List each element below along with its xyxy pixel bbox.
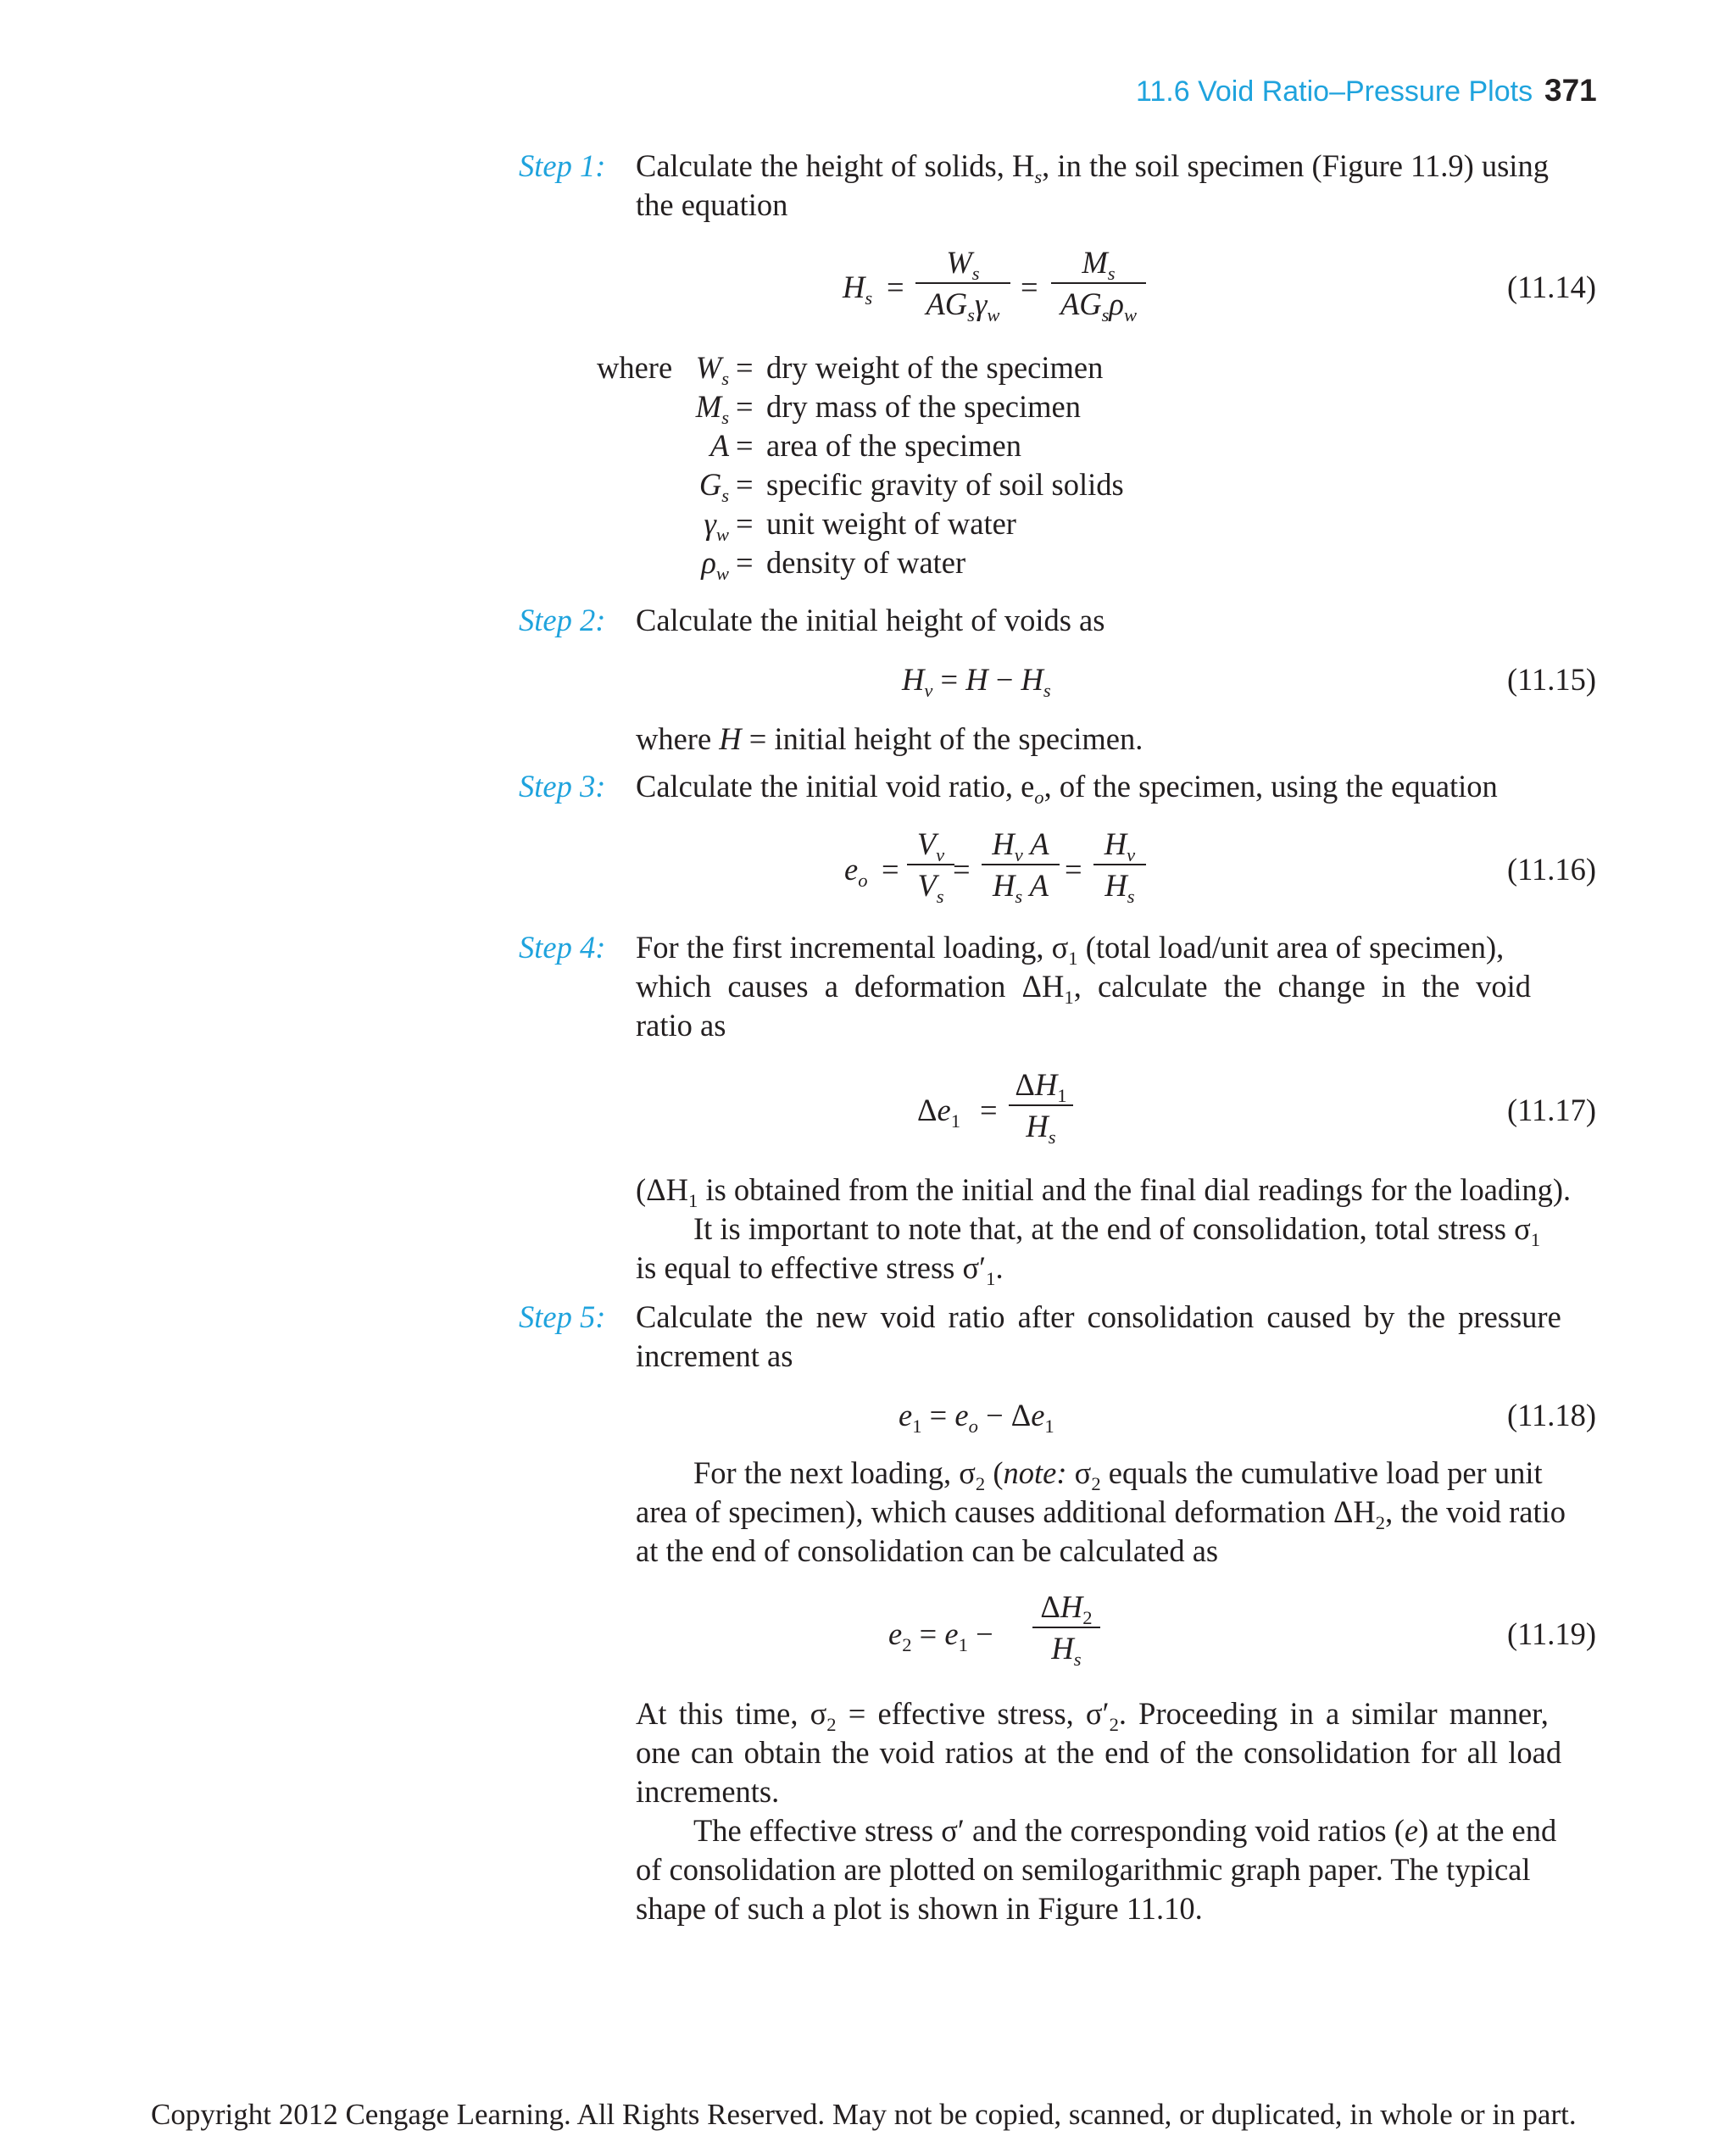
fraction-hv-over-hs: $\frac{H_v}{H_s}$ xyxy=(1093,824,1146,906)
at-this-time-line-3: increments. xyxy=(636,1774,780,1809)
step-1-label: Step 1: xyxy=(519,148,606,183)
step-5-line-2: increment as xyxy=(636,1338,793,1373)
equation-number-11-19: (11.19) xyxy=(1507,1616,1597,1651)
step-4-line-2: which causes a deformation $\Delta H_1$, calculate the change in the void xyxy=(636,969,1532,1008)
note-dh1-line-3: is equal to effective stress $\sigma'_1$. xyxy=(636,1250,1004,1289)
final-para-line-3: shape of such a plot is shown in Figure 11.10. xyxy=(636,1891,1203,1926)
page-number: 371 xyxy=(1544,73,1597,108)
fraction-dh2-over-hs: $\frac{\Delta H_2}{H_s}$ xyxy=(1032,1587,1100,1669)
at-this-time-line-1: At this time, $\sigma_2$ = effective stress, $\sigma'_2$. Proceeding in a similar manner, xyxy=(636,1696,1549,1735)
step-5-line-1: Calculate the new void ratio after consolidation caused by the pressure xyxy=(636,1299,1561,1334)
final-para-line-1: The effective stress σ′ and the corresponding void ratios (e) at the end xyxy=(693,1813,1557,1848)
step-5-label: Step 5: xyxy=(519,1299,606,1334)
fraction-ws-over-agsgw: $W_s$ $AG_s\gamma_w$ xyxy=(915,242,1010,325)
equation-number-11-16: (11.16) xyxy=(1507,852,1597,887)
fraction-dh1-over-hs: $\frac{\Delta H_1}{H_s}$ xyxy=(1009,1065,1073,1147)
next-loading-line-3: at the end of consolidation can be calculated as xyxy=(636,1533,1219,1568)
step-4-line-1: For the first incremental loading, $\sigma_1$ (total load/unit area of specimen), xyxy=(636,930,1505,969)
fraction-hva-over-hsa: $\frac{H_v A}{H_s A}$ xyxy=(982,824,1060,906)
equation-number-11-17: (11.17) xyxy=(1507,1093,1597,1127)
equation-number-11-14: (11.14) xyxy=(1507,270,1597,304)
where-h-definition: where H = initial height of the specimen. xyxy=(636,721,1143,756)
equation-number-11-18: (11.18) xyxy=(1507,1398,1597,1432)
step-3-text: Calculate the initial void ratio, $e_o$, of the specimen, using the equation xyxy=(636,769,1498,808)
note-dh1-line-2: It is important to note that, at the end of consolidation, total stress $\sigma_1$ xyxy=(693,1211,1541,1250)
running-head-title: 11.6 Void Ratio–Pressure Plots xyxy=(1136,75,1533,108)
step-3-label: Step 3: xyxy=(519,769,606,804)
step-4-label: Step 4: xyxy=(519,930,606,965)
note-dh1-line-1: ($\Delta H_1$ is obtained from the initial and the final dial readings for the loading). xyxy=(636,1172,1572,1211)
step-1-text-line-1: Calculate the height of solids, $H_s$, in the soil specimen (Figure 11.9) using xyxy=(636,148,1549,187)
fraction-vv-over-vs: $\frac{V_v}{V_s}$ xyxy=(907,824,954,906)
next-loading-line-1: For the next loading, $\sigma_2$ (note: $\sigma_2$ equals the cumulative load per unit xyxy=(693,1455,1543,1494)
equation-number-11-15: (11.15) xyxy=(1507,662,1597,697)
step-2-label: Step 2: xyxy=(519,603,606,637)
next-loading-line-2: area of specimen), which causes additional deformation $\Delta H_2$, the void ratio xyxy=(636,1494,1566,1533)
step-2-text: Calculate the initial height of voids as xyxy=(636,603,1105,637)
at-this-time-line-2: one can obtain the void ratios at the end of the consolidation for all load xyxy=(636,1735,1562,1770)
step-4-line-3: ratio as xyxy=(636,1008,726,1043)
fraction-ms-over-agsrw: $M_s$ $AG_s\rho_w$ xyxy=(1051,242,1146,325)
copyright-notice: Copyright 2012 Cengage Learning. All Rights Reserved. May not be copied, scanned, or duplicated, in whole or in part. xyxy=(151,2098,1577,2131)
definitions-lead: where xyxy=(597,350,673,385)
final-para-line-2: of consolidation are plotted on semilogarithmic graph paper. The typical xyxy=(636,1852,1531,1887)
step-1-text-line-2: the equation xyxy=(636,187,788,222)
